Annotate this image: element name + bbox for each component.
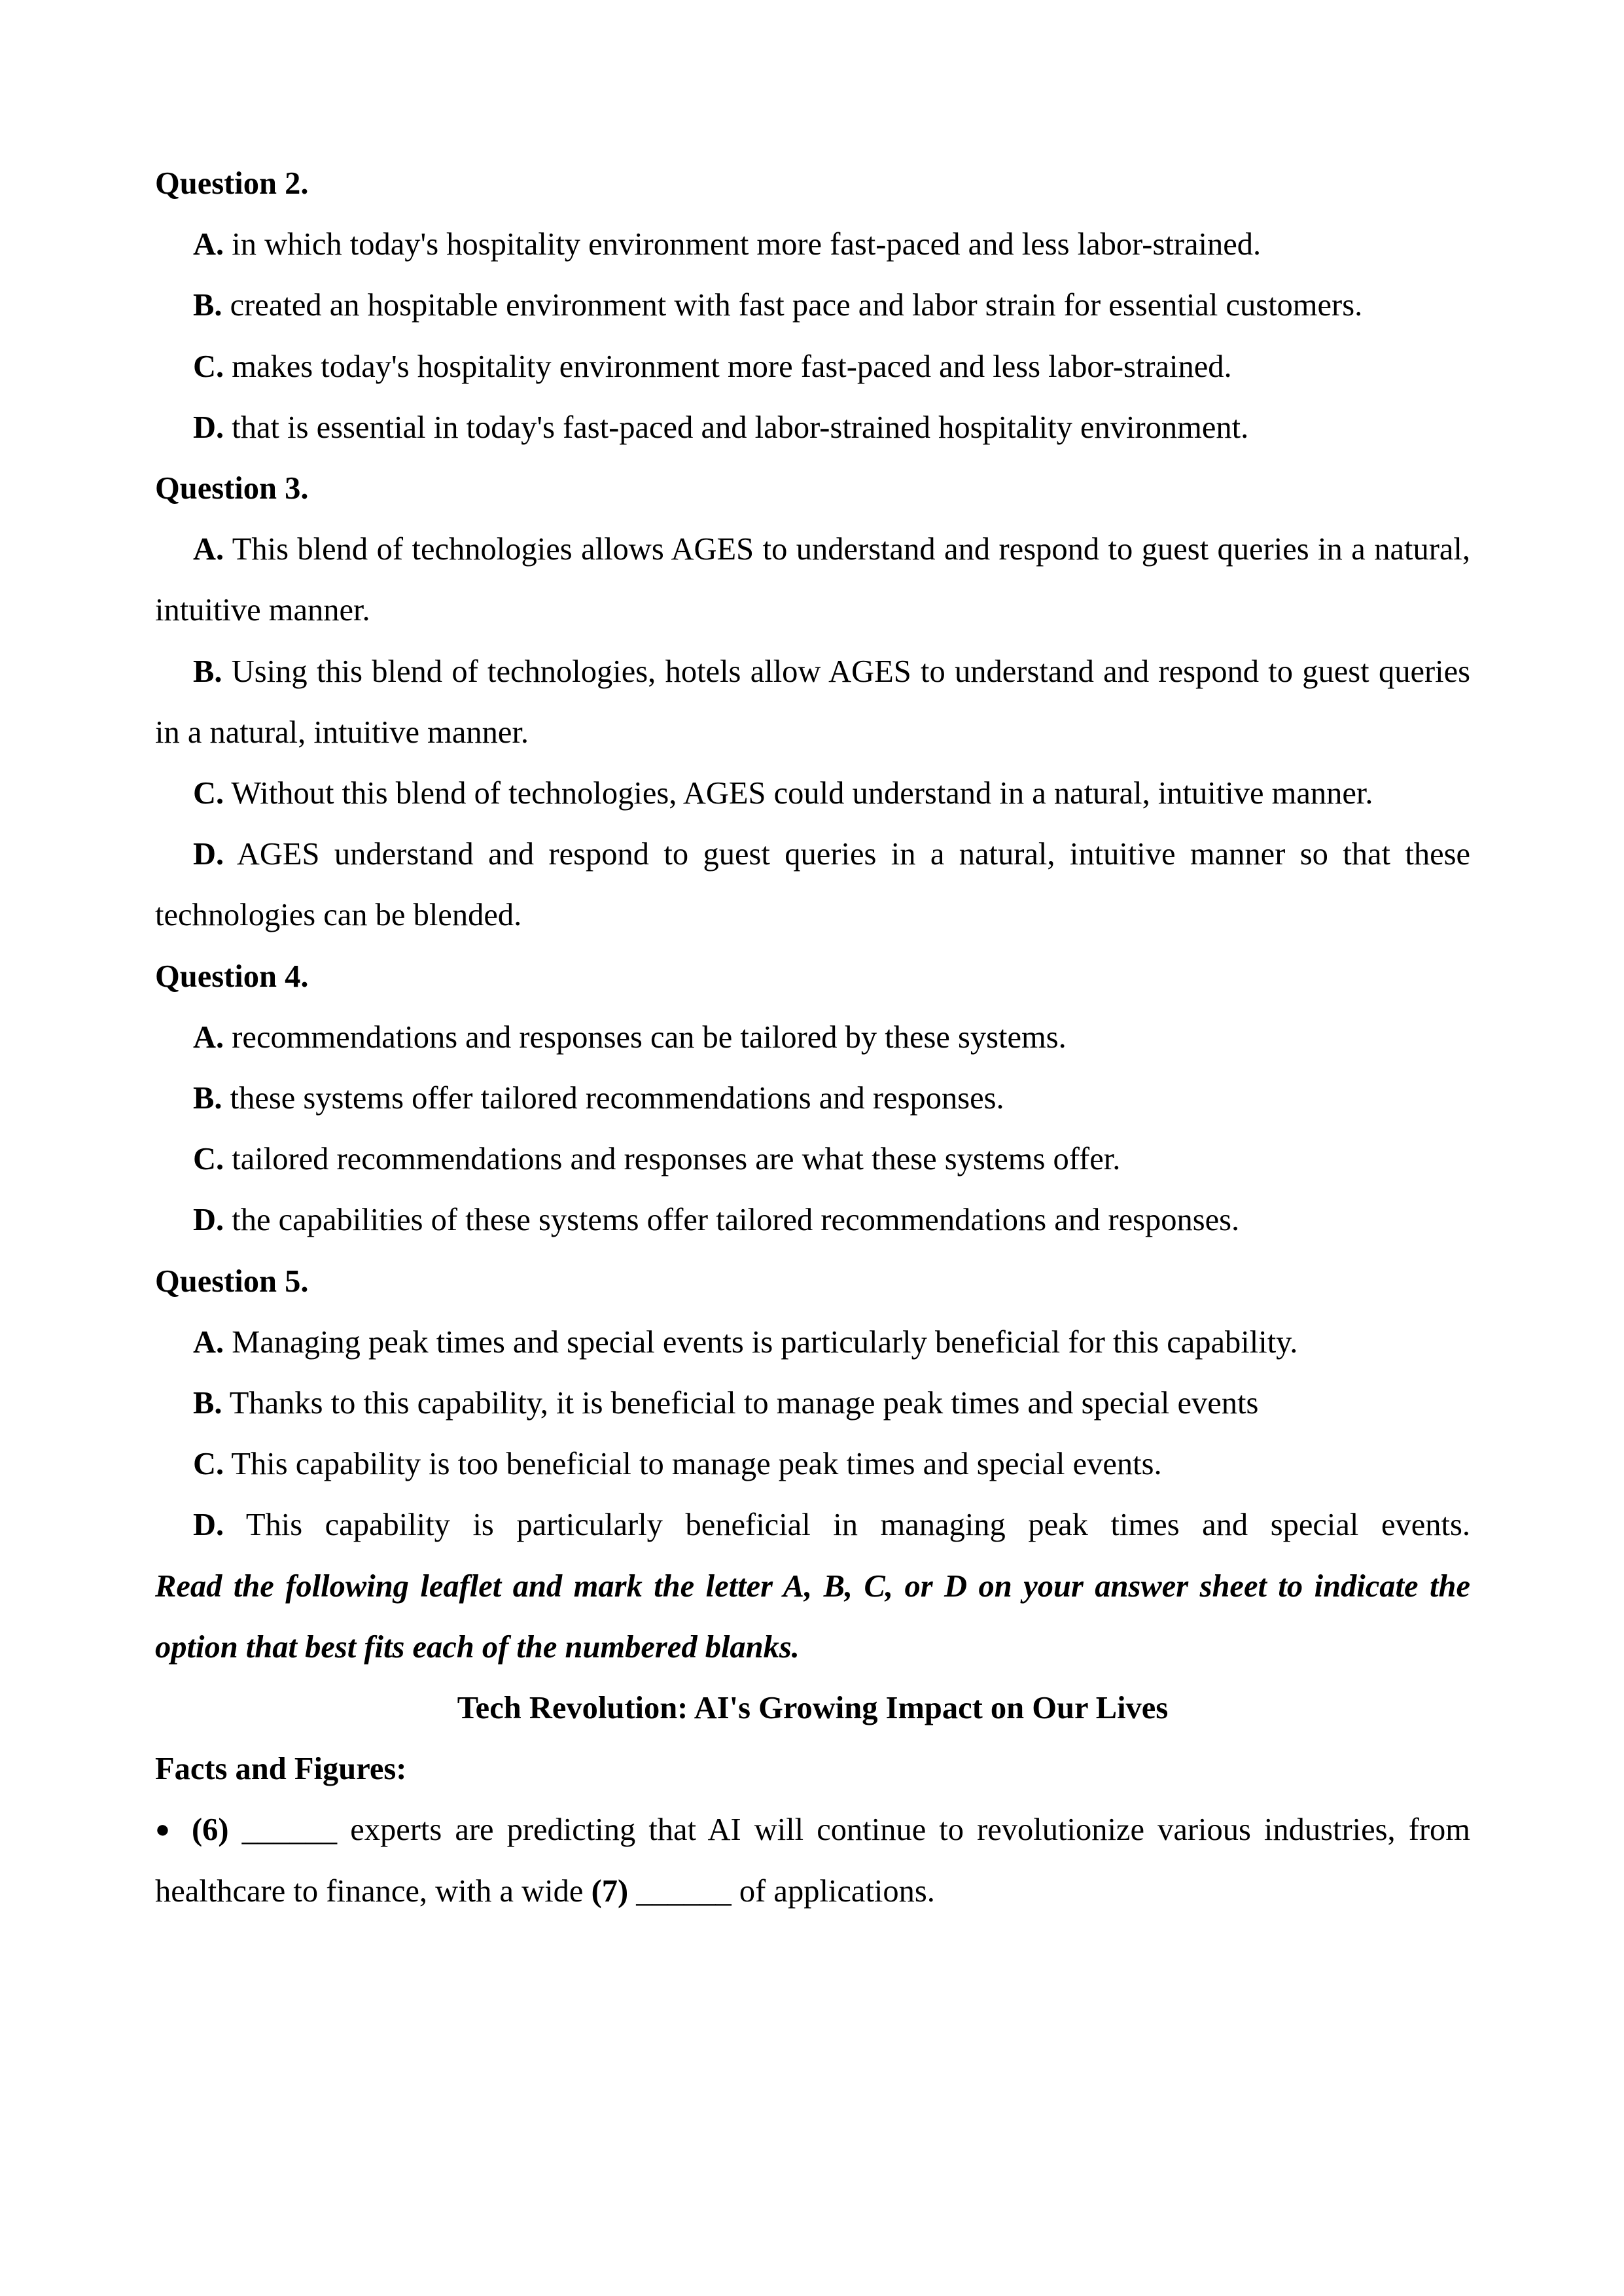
- option-text: Using this blend of technologies, hotels allow AGES to understand and respond to guest queries in a natural, intuitive manner.: [155, 654, 1470, 750]
- document-page: [155, 153, 1470, 1922]
- option-letter: B.: [193, 288, 222, 323]
- question-block: [155, 1251, 1470, 1556]
- question-block: [155, 153, 1470, 458]
- option-letter: C.: [193, 776, 224, 811]
- option-text: This blend of technologies allows AGES to understand and respond to guest queries in a natural, intuitive manner.: [155, 532, 1471, 628]
- option-letter: D.: [193, 410, 224, 445]
- option-text: Thanks to this capability, it is beneficial to manage peak times and special events: [229, 1386, 1259, 1421]
- option-letter: B.: [193, 1081, 222, 1116]
- option-text: Managing peak times and special events is particularly beneficial for this capability.: [232, 1324, 1298, 1360]
- question-heading: Question 5.: [155, 1263, 309, 1299]
- option-text: tailored recommendations and responses are what these systems offer.: [232, 1142, 1121, 1177]
- option-letter: A.: [193, 1324, 224, 1360]
- option-c: [155, 336, 1470, 397]
- bullet-text: ______ experts are predicting that AI will continue to revolutionize various industries, from healthcare to finance, with a wide: [155, 1812, 1470, 1909]
- option-letter: A.: [193, 532, 224, 567]
- option-text: created an hospitable environment with fast pace and labor strain for essential customers.: [230, 288, 1363, 323]
- option-a: [155, 1312, 1470, 1373]
- option-text: these systems offer tailored recommendations and responses.: [230, 1081, 1004, 1116]
- option-letter: D.: [193, 837, 224, 872]
- option-b: [155, 275, 1470, 336]
- option-text: AGES understand and respond to guest queries in a natural, intuitive manner so that these technologies can be blended.: [155, 837, 1470, 933]
- option-d: [155, 397, 1470, 458]
- option-c: [155, 763, 1470, 824]
- option-letter: A.: [193, 227, 224, 262]
- option-d: [155, 824, 1470, 945]
- reading-instruction: Read the following leaflet and mark the letter A, B, C, or D on your answer sheet to indicate the option that best fits each of the numbered blanks.: [155, 1568, 1470, 1665]
- question-block: [155, 458, 1470, 946]
- option-letter: C.: [193, 349, 224, 384]
- question-heading: Question 3.: [155, 471, 309, 506]
- option-c: [155, 1129, 1470, 1190]
- bullet-icon: ●: [155, 1816, 170, 1844]
- bullet-text: ______ of applications.: [628, 1873, 935, 1909]
- option-letter: B.: [193, 654, 222, 689]
- option-letter: A.: [193, 1019, 224, 1055]
- option-text: makes today's hospitality environment more fast-paced and less labor-strained.: [232, 349, 1232, 384]
- option-a: [155, 1007, 1470, 1068]
- option-b: [155, 641, 1470, 763]
- option-text: Without this blend of technologies, AGES could understand in a natural, intuitive manner.: [231, 776, 1373, 811]
- leaflet-title: Tech Revolution: AI's Growing Impact on Our Lives: [457, 1691, 1169, 1726]
- section-heading: Facts and Figures:: [155, 1752, 407, 1787]
- option-text: recommendations and responses can be tailored by these systems.: [232, 1019, 1067, 1055]
- option-text: This capability is too beneficial to manage peak times and special events.: [231, 1447, 1162, 1482]
- option-text: the capabilities of these systems offer tailored recommendations and responses.: [232, 1203, 1240, 1238]
- option-letter: D.: [193, 1508, 224, 1543]
- option-b: [155, 1373, 1470, 1434]
- blank-number: (7): [591, 1873, 629, 1909]
- option-text: This capability is particularly beneficial in managing peak times and special events.: [245, 1508, 1470, 1543]
- question-heading: Question 4.: [155, 959, 309, 994]
- option-b: [155, 1068, 1470, 1129]
- blank-number: (6): [192, 1812, 229, 1848]
- option-text: in which today's hospitality environment more fast-paced and less labor-strained.: [232, 227, 1262, 262]
- option-letter: D.: [193, 1203, 224, 1238]
- question-heading: Question 2.: [155, 166, 309, 201]
- question-block: [155, 946, 1470, 1251]
- option-c: [155, 1434, 1470, 1494]
- option-d: [155, 1190, 1470, 1250]
- option-a: [155, 519, 1470, 641]
- option-letter: B.: [193, 1386, 222, 1421]
- option-letter: C.: [193, 1142, 224, 1177]
- bullet-list-item: [155, 1799, 1470, 1921]
- option-a: [155, 214, 1470, 275]
- option-letter: C.: [193, 1447, 224, 1482]
- option-d: [155, 1494, 1470, 1555]
- option-text: that is essential in today's fast-paced and labor-strained hospitality environment.: [232, 410, 1249, 445]
